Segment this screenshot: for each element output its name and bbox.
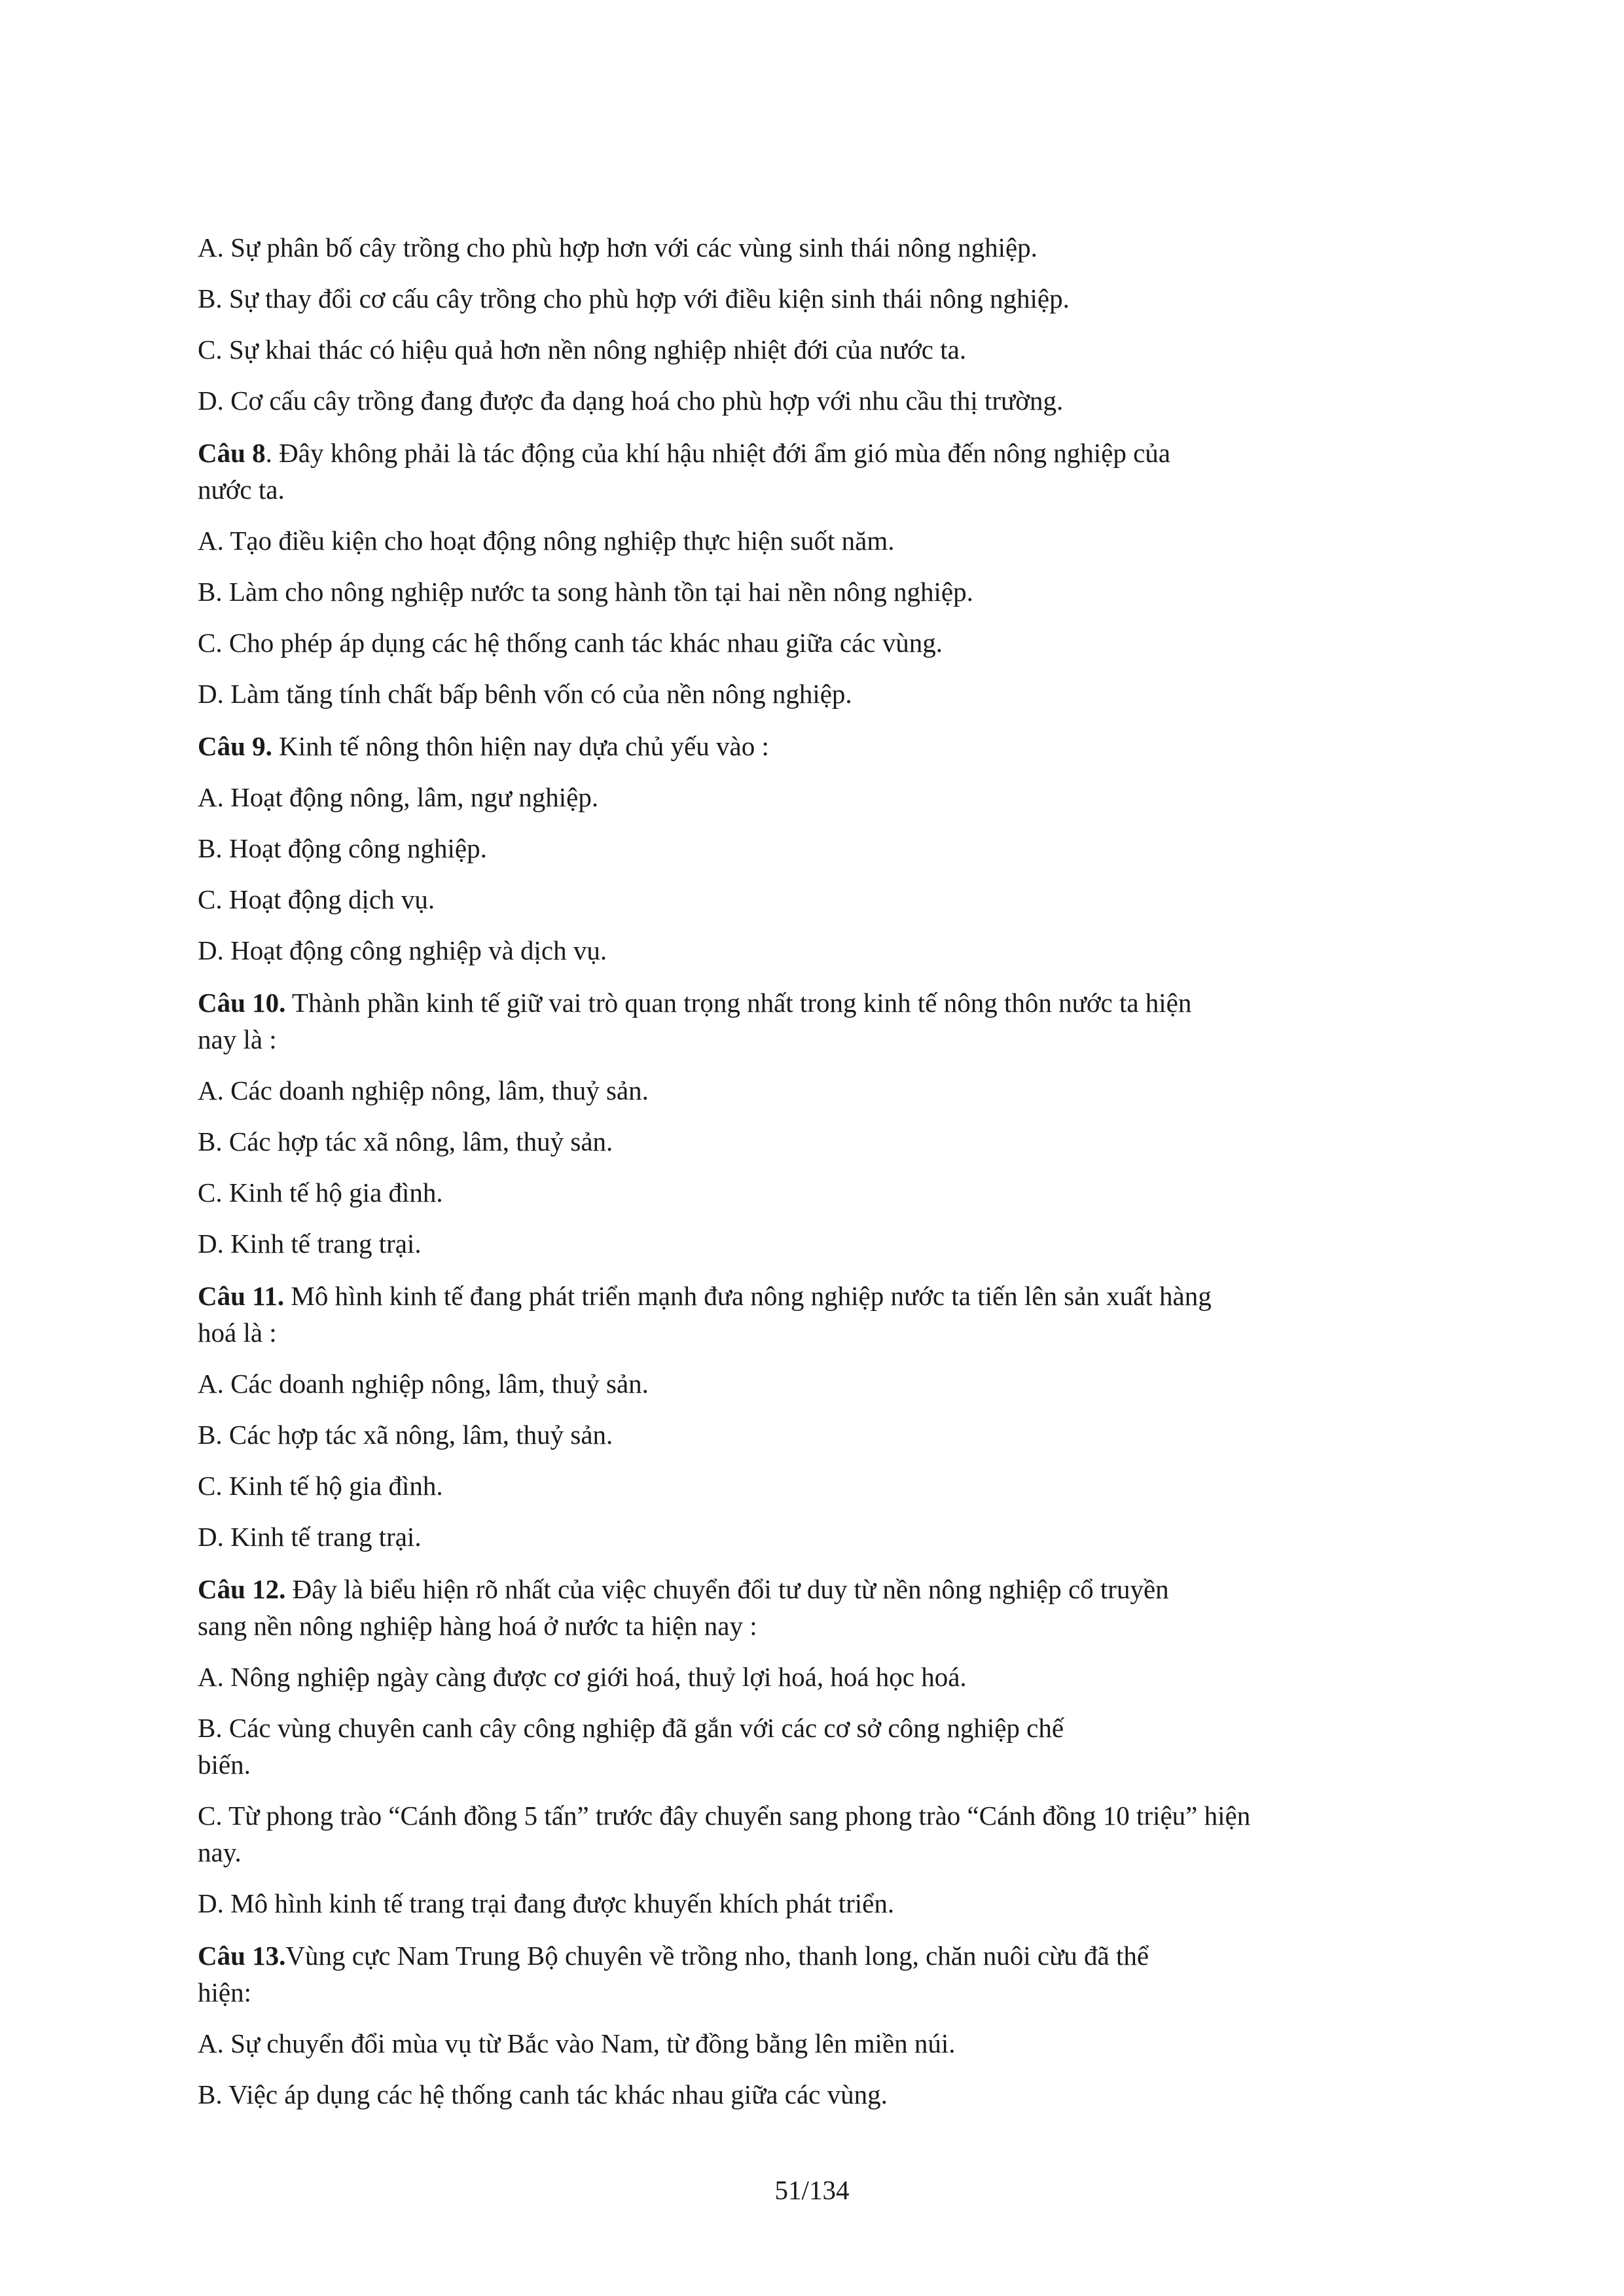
question-13-stem bbox=[198, 1937, 1441, 1974]
option-b: B. Các hợp tác xã nông, lâm, thuỷ sản. bbox=[198, 1420, 613, 1450]
question-text-continued: nay là : bbox=[198, 1024, 277, 1054]
question-12-stem bbox=[198, 1571, 1441, 1607]
question-text: Vùng cực Nam Trung Bộ chuyên về trồng nho, thanh long, chăn nuôi cừu đã thể bbox=[285, 1941, 1149, 1971]
option-d: D. Mô hình kinh tế trang trại đang được khuyến khích phát triển. bbox=[198, 1888, 895, 1918]
question-text: Thành phần kinh tế giữ vai trò quan trọng nhất trong kinh tế nông thôn nước ta hiện bbox=[285, 988, 1192, 1018]
question-text: Mô hình kinh tế đang phát triển mạnh đưa nông nghiệp nước ta tiến lên sản xuất hàng bbox=[284, 1281, 1212, 1311]
question-9 bbox=[198, 728, 1441, 969]
question-number: Câu 11. bbox=[198, 1281, 285, 1311]
question-number: Câu 12. bbox=[198, 1574, 286, 1604]
option-d: D. Kinh tế trang trại. bbox=[198, 1229, 422, 1259]
option-a: A. Sự phân bố cây trồng cho phù hợp hơn với các vùng sinh thái nông nghiệp. bbox=[198, 232, 1038, 262]
option-b-line2: biến. bbox=[198, 1749, 251, 1780]
question-9-stem bbox=[198, 728, 1441, 764]
page-number: 51/134 bbox=[774, 2175, 850, 2205]
question-10 bbox=[198, 984, 1441, 1262]
question-text-continued: hoá là : bbox=[198, 1318, 277, 1348]
question-text-continued: hiện: bbox=[198, 1977, 251, 2007]
option-b bbox=[198, 1710, 1441, 1783]
question-number: Câu 13. bbox=[198, 1941, 286, 1971]
option-a: A. Các doanh nghiệp nông, lâm, thuỷ sản. bbox=[198, 1369, 649, 1399]
question-text-continued: nước ta. bbox=[198, 475, 285, 505]
option-a: A. Hoạt động nông, lâm, ngư nghiệp. bbox=[198, 782, 599, 812]
question-number: Câu 9. bbox=[198, 731, 272, 761]
option-a: A. Sự chuyển đổi mùa vụ từ Bắc vào Nam, từ đồng bằng lên miền núi. bbox=[198, 2028, 956, 2058]
option-c bbox=[198, 1797, 1441, 1871]
question-text: . Đây không phải là tác động của khí hậu nhiệt đới ẩm gió mùa đến nông nghiệp của bbox=[265, 438, 1170, 468]
question-text: Kinh tế nông thôn hiện nay dựa chủ yếu vào : bbox=[272, 731, 769, 761]
option-b: B. Các hợp tác xã nông, lâm, thuỷ sản. bbox=[198, 1126, 613, 1157]
option-d: D. Hoạt động công nghiệp và dịch vụ. bbox=[198, 935, 607, 965]
option-d: D. Làm tăng tính chất bấp bênh vốn có của nền nông nghiệp. bbox=[198, 679, 852, 709]
question-number: Câu 8 bbox=[198, 438, 266, 468]
question-12 bbox=[198, 1571, 1441, 1922]
question-11-stem bbox=[198, 1278, 1441, 1314]
option-b: B. Sự thay đổi cơ cấu cây trồng cho phù hợp với điều kiện sinh thái nông nghiệp. bbox=[198, 283, 1070, 314]
option-c-line1: C. Từ phong trào “Cánh đồng 5 tấn” trước đây chuyển sang phong trào “Cánh đồng 10 triệu” hiện bbox=[198, 1801, 1251, 1831]
question-11 bbox=[198, 1278, 1441, 1555]
option-c: C. Hoạt động dịch vụ. bbox=[198, 884, 435, 914]
option-b: B. Hoạt động công nghiệp. bbox=[198, 833, 487, 863]
question-text: Đây là biểu hiện rõ nhất của việc chuyển đổi tư duy từ nền nông nghiệp cổ truyền bbox=[285, 1574, 1169, 1604]
question-10-stem bbox=[198, 984, 1441, 1021]
option-d: D. Cơ cấu cây trồng đang được đa dạng hoá cho phù hợp với nhu cầu thị trường. bbox=[198, 386, 1064, 416]
option-c: C. Kinh tế hộ gia đình. bbox=[198, 1471, 443, 1501]
option-c-line2: nay. bbox=[198, 1837, 242, 1867]
question-8 bbox=[198, 435, 1441, 712]
question-number: Câu 10. bbox=[198, 988, 286, 1018]
option-d: D. Kinh tế trang trại. bbox=[198, 1522, 422, 1552]
page-content bbox=[198, 229, 1441, 2113]
option-a: A. Các doanh nghiệp nông, lâm, thuỷ sản. bbox=[198, 1075, 649, 1105]
question-text-continued: sang nền nông nghiệp hàng hoá ở nước ta hiện nay : bbox=[198, 1611, 757, 1641]
question-8-stem bbox=[198, 435, 1441, 471]
option-a: A. Nông nghiệp ngày càng được cơ giới hoá, thuỷ lợi hoá, hoá học hoá. bbox=[198, 1662, 967, 1692]
option-b: B. Việc áp dụng các hệ thống canh tác khác nhau giữa các vùng. bbox=[198, 2079, 888, 2109]
question-13 bbox=[198, 1937, 1441, 2113]
option-c: C. Kinh tế hộ gia đình. bbox=[198, 1177, 443, 1208]
option-a: A. Tạo điều kiện cho hoạt động nông nghiệp thực hiện suốt năm. bbox=[198, 526, 895, 556]
option-c: C. Cho phép áp dụng các hệ thống canh tác khác nhau giữa các vùng. bbox=[198, 628, 943, 658]
option-b: B. Làm cho nông nghiệp nước ta song hành tồn tại hai nền nông nghiệp. bbox=[198, 577, 973, 607]
option-b-line1: B. Các vùng chuyên canh cây công nghiệp đã gắn với các cơ sở công nghiệp chế bbox=[198, 1713, 1064, 1743]
option-c: C. Sự khai thác có hiệu quả hơn nền nông nghiệp nhiệt đới của nước ta. bbox=[198, 334, 967, 365]
